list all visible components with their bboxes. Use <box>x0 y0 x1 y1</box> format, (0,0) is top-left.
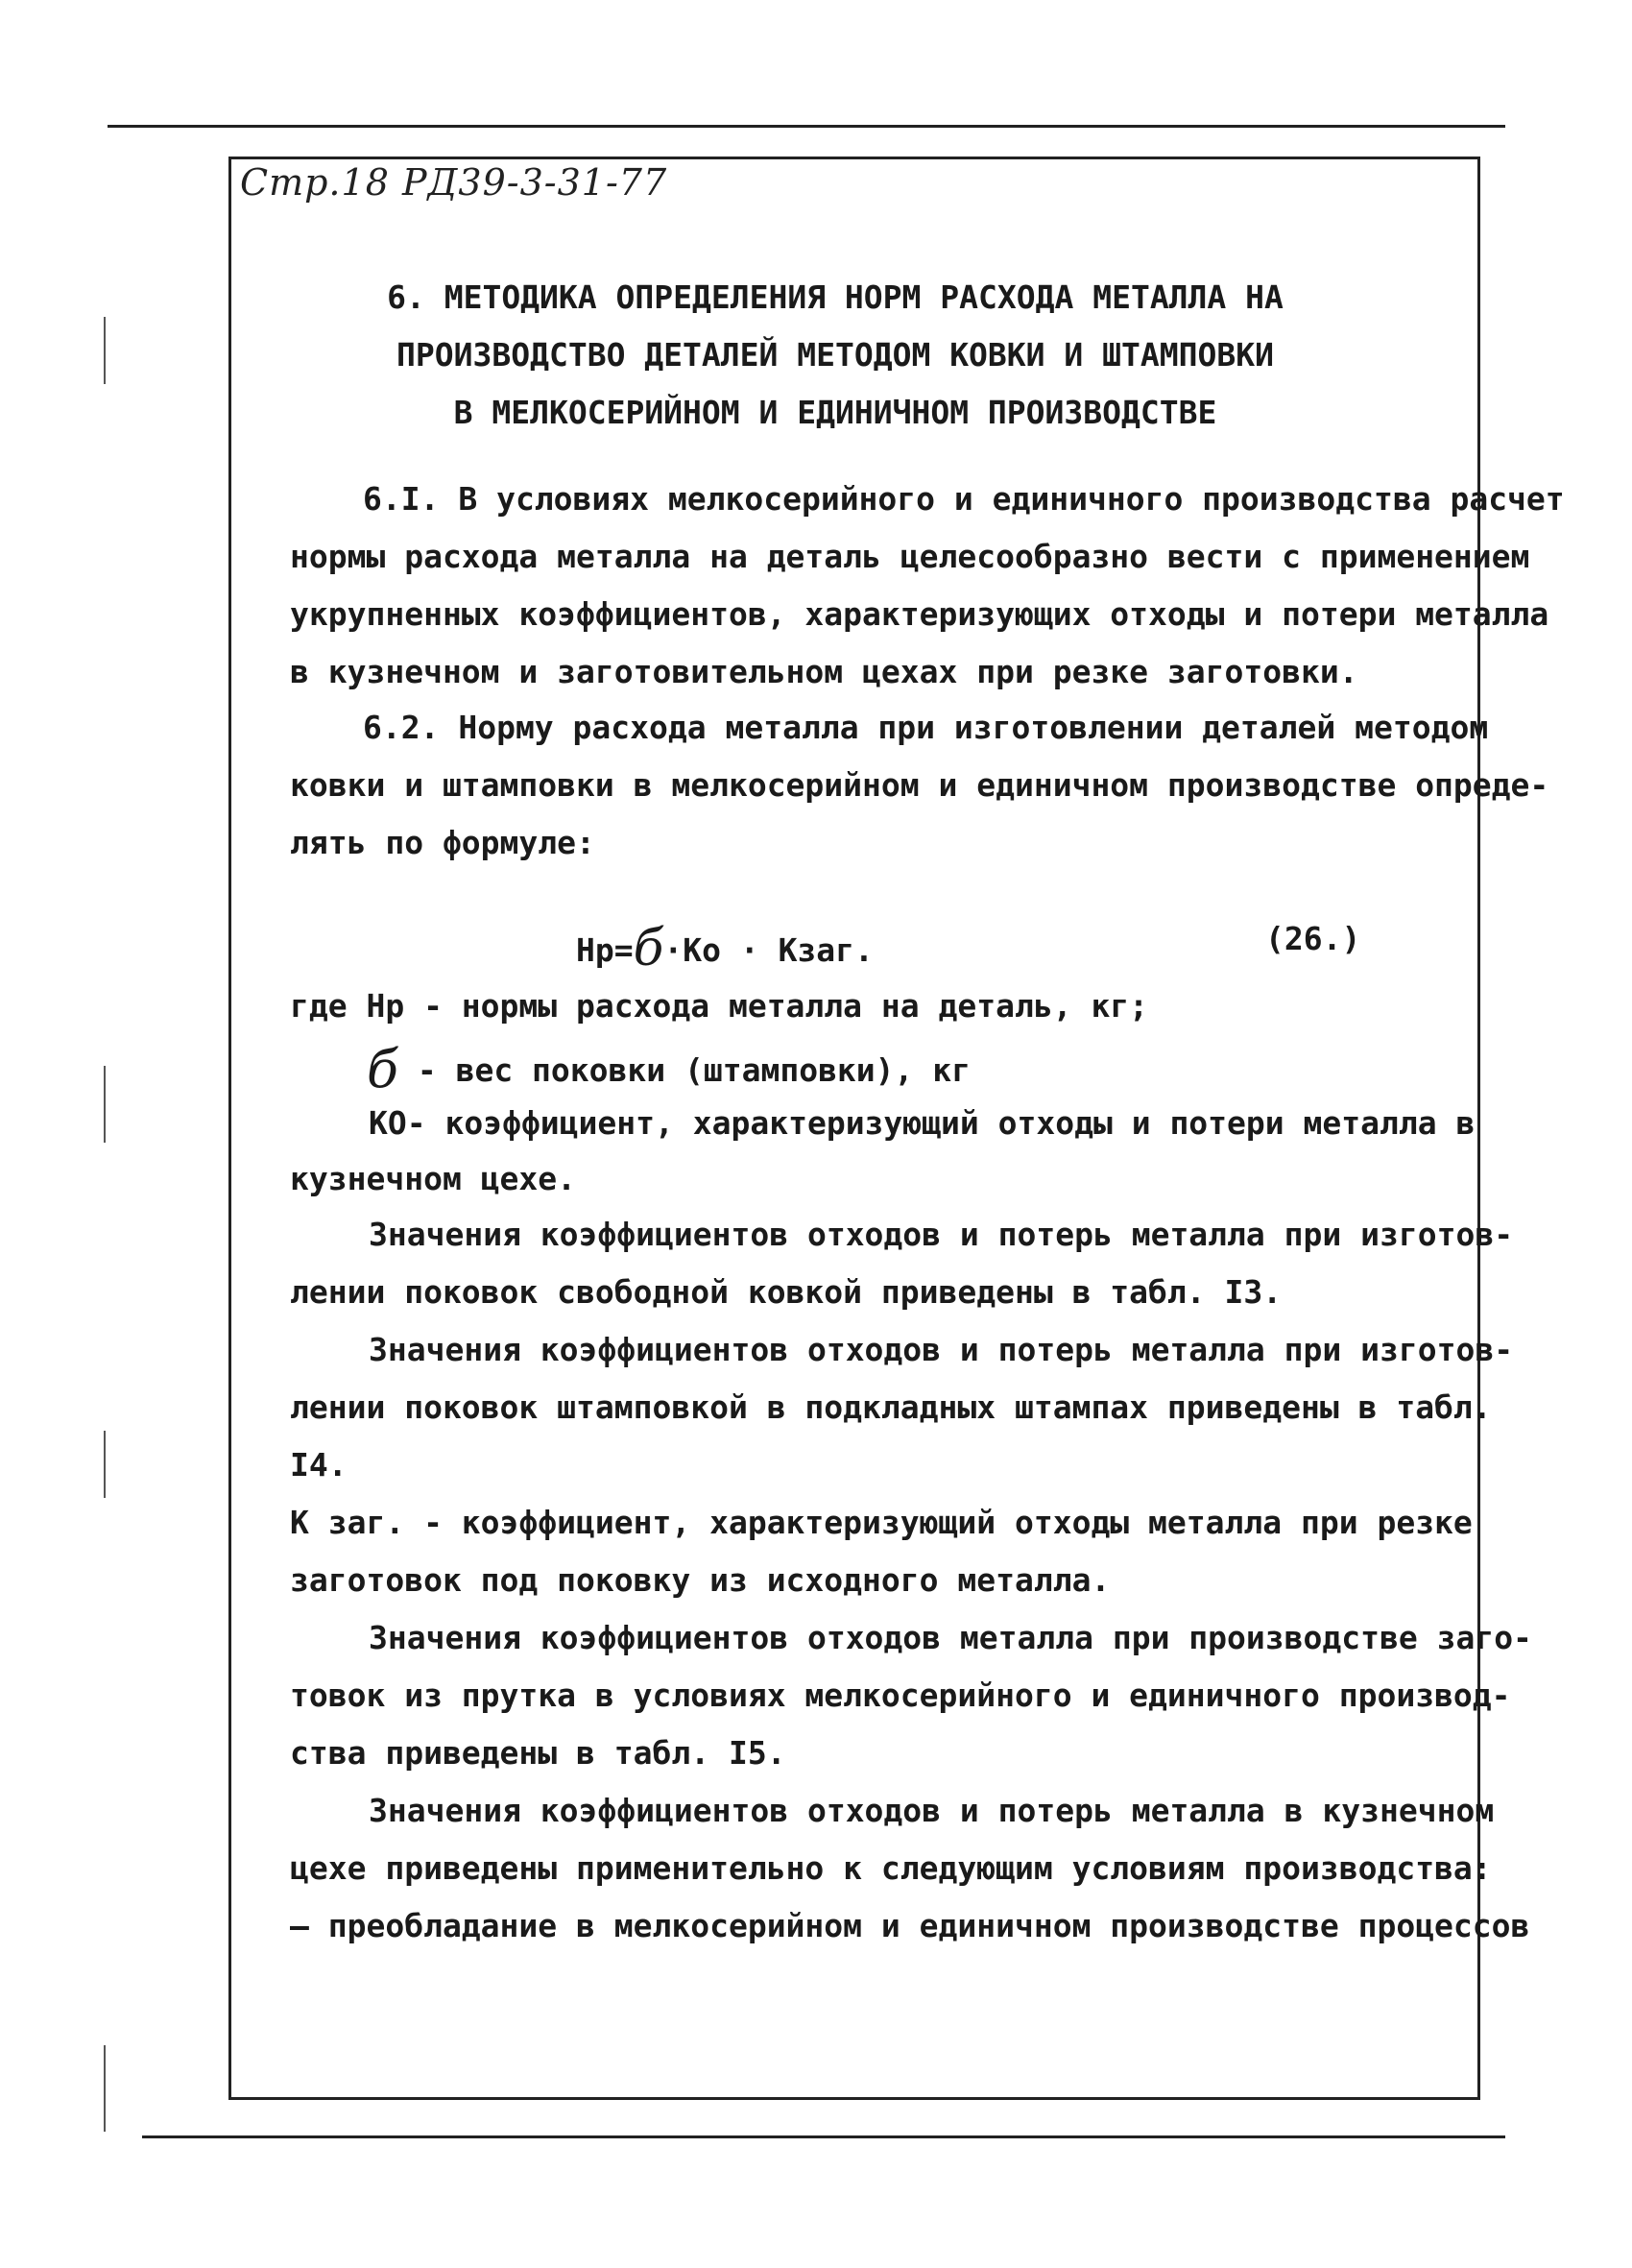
table-14-ref-line-3: I4. <box>290 1446 348 1484</box>
definition-ko-line-2: кузнечном цехе. <box>290 1160 577 1197</box>
table-15-ref-line-3: ства приведены в табл. I5. <box>290 1734 786 1772</box>
scan-bottom-rule <box>142 2135 1505 2138</box>
para-6-2-line-1: 6.2. Норму расхода металла при изготовлении деталей методом <box>363 709 1489 746</box>
formula-rhs: ·Ко · Кзаг. <box>663 931 874 969</box>
table-15-ref-line-1: Значения коэффициентов отходов металла при производстве заго- <box>369 1619 1532 1656</box>
table-13-ref-line-1: Значения коэффициентов отходов и потерь металла при изготов- <box>369 1216 1514 1253</box>
margin-mark <box>104 1066 106 1143</box>
conditions-line-3: — преобладание в мелкосерийном и единичном производстве процессов <box>290 1907 1530 1944</box>
para-6-1-line-2: нормы расхода металла на деталь целесообразно вести с применением <box>290 538 1530 575</box>
conditions-line-2: цехе приведены применительно к следующим условиям производства: <box>290 1849 1492 1887</box>
para-6-1-line-4: в кузнечном и заготовительном цехах при резке заготовки. <box>290 653 1358 690</box>
definition-ko-line-1: КО- коэффициент, характеризующий отходы и потери металла в <box>369 1104 1476 1142</box>
table-14-ref-line-2: лении поковок штамповкой в подкладных штампах приведены в табл. <box>290 1388 1492 1426</box>
table-14-ref-line-1: Значения коэффициентов отходов и потерь металла при изготов- <box>369 1331 1514 1368</box>
para-6-2-line-2: ковки и штамповки в мелкосерийном и единичном производстве опреде- <box>290 766 1549 804</box>
formula-26 <box>576 920 874 977</box>
conditions-line-1: Значения коэффициентов отходов и потерь металла в кузнечном <box>369 1792 1495 1829</box>
definition-sigma-text: - вес поковки (штамповки), кг <box>417 1051 972 1089</box>
scan-top-rule <box>108 125 1505 128</box>
section-title-line-1: 6. МЕТОДИКА ОПРЕДЕЛЕНИЯ НОРМ РАСХОДА МЕТАЛЛА НА <box>387 278 1284 316</box>
margin-mark <box>104 1431 106 1498</box>
table-15-ref-line-2: товок из прутка в условиях мелкосерийного и единичного производ- <box>290 1677 1511 1714</box>
formula-lhs: Нр= <box>576 931 634 969</box>
section-title-line-2: ПРОИЗВОДСТВО ДЕТАЛЕЙ МЕТОДОМ КОВКИ И ШТАМПОВКИ <box>396 336 1274 374</box>
para-6-1-line-3: укрупненных коэффициентов, характеризующих отходы и потери металла <box>290 595 1549 633</box>
table-13-ref-line-2: лении поковок свободной ковкой приведены в табл. I3. <box>290 1273 1283 1311</box>
margin-mark <box>104 317 106 384</box>
margin-mark <box>104 2045 106 2132</box>
formula-sigma-symbol: б <box>633 920 664 977</box>
page-header-handwritten: Стр.18 РД39-3-31-77 <box>240 161 668 204</box>
section-title-line-3: В МЕЛКОСЕРИЙНОМ И ЕДИНИЧНОМ ПРОИЗВОДСТВЕ <box>453 394 1217 431</box>
formula-number: (26.) <box>1265 920 1361 957</box>
kzag-definition-line-2: заготовок под поковку из исходного металла. <box>290 1561 1111 1599</box>
definition-hp: где Нр - нормы расхода металла на деталь, кг; <box>290 987 1149 1025</box>
kzag-definition-line-1: К заг. - коэффициент, характеризующий отходы металла при резке <box>290 1504 1473 1541</box>
definition-sigma <box>367 1039 971 1099</box>
sigma-symbol: б <box>367 1039 398 1099</box>
para-6-2-line-3: лять по формуле: <box>290 824 595 861</box>
para-6-1-line-1: 6.I. В условиях мелкосерийного и единичного производства расчет <box>363 480 1565 518</box>
